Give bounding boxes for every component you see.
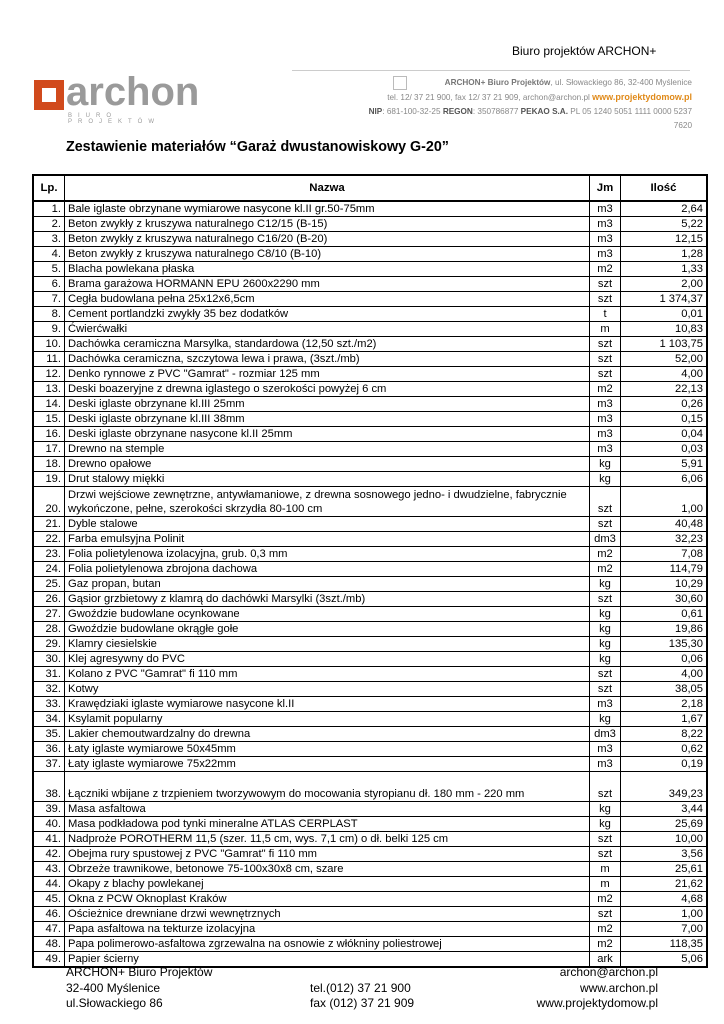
row-qty: 4,68 — [621, 892, 708, 907]
row-lp: 24. — [33, 562, 65, 577]
row-name: Deski iglaste obrzynane kl.III 25mm — [65, 397, 590, 412]
row-name: Klej agresywny do PVC — [65, 652, 590, 667]
row-name: Gwoździe budowlane ocynkowane — [65, 607, 590, 622]
table-row — [33, 592, 707, 607]
row-qty: 118,35 — [621, 937, 708, 952]
table-row — [33, 892, 707, 907]
row-name: Denko rynnowe z PVC "Gamrat" - rozmiar 125 mm — [65, 367, 590, 382]
row-unit: szt — [590, 847, 621, 862]
row-lp: 49. — [33, 952, 65, 968]
row-unit: m2 — [590, 922, 621, 937]
row-unit: kg — [590, 577, 621, 592]
row-unit: kg — [590, 457, 621, 472]
row-qty: 1,28 — [621, 247, 708, 262]
row-lp: 28. — [33, 622, 65, 637]
row-unit: szt — [590, 682, 621, 697]
bank-label: PEKAO S.A. — [520, 107, 568, 116]
table-row — [33, 532, 707, 547]
row-lp: 3. — [33, 232, 65, 247]
row-qty: 2,00 — [621, 277, 708, 292]
footer-web2-link[interactable]: www.projektydomow.pl — [536, 996, 658, 1010]
table-row — [33, 322, 707, 337]
row-unit: ark — [590, 952, 621, 968]
row-name: Deski boazeryjne z drewna iglastego o szerokości powyżej 6 cm — [65, 382, 590, 397]
row-unit: szt — [590, 517, 621, 532]
row-name: Dachówka ceramiczna Marsylka, standardowa (12,50 szt./m2) — [65, 337, 590, 352]
row-lp: 14. — [33, 397, 65, 412]
row-lp: 21. — [33, 517, 65, 532]
table-row — [33, 292, 707, 307]
table-row — [33, 682, 707, 697]
table-row — [33, 862, 707, 877]
table-row — [33, 232, 707, 247]
row-name: Deski iglaste obrzynane kl.III 38mm — [65, 412, 590, 427]
row-lp: 2. — [33, 217, 65, 232]
row-name: Dyble stalowe — [65, 517, 590, 532]
row-lp: 36. — [33, 742, 65, 757]
row-unit: kg — [590, 607, 621, 622]
row-qty: 0,19 — [621, 757, 708, 772]
row-unit: m3 — [590, 217, 621, 232]
row-unit: szt — [590, 277, 621, 292]
row-qty: 32,23 — [621, 532, 708, 547]
row-unit: szt — [590, 832, 621, 847]
table-row — [33, 937, 707, 952]
row-name: Deski iglaste obrzynane nasycone kl.II 25mm — [65, 427, 590, 442]
row-name: Drut stalowy miękki — [65, 472, 590, 487]
row-unit: t — [590, 307, 621, 322]
table-row — [33, 697, 707, 712]
row-lp: 40. — [33, 817, 65, 832]
footer-email-link[interactable]: archon@archon.pl — [559, 965, 658, 979]
table-row — [33, 547, 707, 562]
row-lp: 9. — [33, 322, 65, 337]
table-row — [33, 517, 707, 532]
row-unit: szt — [590, 367, 621, 382]
row-qty: 0,61 — [621, 607, 708, 622]
footer-tel: tel.(012) 37 21 900 — [310, 980, 411, 995]
row-unit: m3 — [590, 232, 621, 247]
table-row — [33, 622, 707, 637]
row-qty: 0,62 — [621, 742, 708, 757]
row-unit: m3 — [590, 397, 621, 412]
row-lp: 45. — [33, 892, 65, 907]
row-lp: 44. — [33, 877, 65, 892]
row-qty: 1 374,37 — [621, 292, 708, 307]
row-name: Farba emulsyjna Polinit — [65, 532, 590, 547]
row-lp: 30. — [33, 652, 65, 667]
row-name: Blacha powlekana płaska — [65, 262, 590, 277]
row-lp: 32. — [33, 682, 65, 697]
row-unit: m3 — [590, 442, 621, 457]
row-lp: 29. — [33, 637, 65, 652]
row-lp: 16. — [33, 427, 65, 442]
office-name-label: Biuro projektów ARCHON+ — [512, 44, 657, 58]
row-unit: szt — [590, 772, 621, 802]
table-row — [33, 397, 707, 412]
table-row — [33, 817, 707, 832]
row-name: Krawędziaki iglaste wymiarowe nasycone kl.II — [65, 697, 590, 712]
row-name: Folia polietylenowa zbrojona dachowa — [65, 562, 590, 577]
table-row — [33, 877, 707, 892]
row-qty: 7,00 — [621, 922, 708, 937]
footer-fax: fax (012) 37 21 909 — [310, 996, 415, 1010]
row-qty: 1,00 — [621, 487, 708, 517]
table-row — [33, 277, 707, 292]
row-qty: 5,91 — [621, 457, 708, 472]
row-unit: szt — [590, 352, 621, 367]
row-lp: 10. — [33, 337, 65, 352]
table-row — [33, 412, 707, 427]
table-row — [33, 457, 707, 472]
row-qty: 5,06 — [621, 952, 708, 968]
row-qty: 52,00 — [621, 352, 708, 367]
row-unit: dm3 — [590, 532, 621, 547]
row-unit: kg — [590, 637, 621, 652]
archon-logo — [34, 70, 214, 125]
table-row — [33, 772, 707, 802]
row-qty: 25,61 — [621, 862, 708, 877]
row-unit: m2 — [590, 562, 621, 577]
regon-value: 350786877 — [477, 107, 519, 116]
row-qty: 3,44 — [621, 802, 708, 817]
row-unit: m3 — [590, 427, 621, 442]
row-unit: kg — [590, 472, 621, 487]
row-unit: m3 — [590, 247, 621, 262]
row-qty: 5,22 — [621, 217, 708, 232]
row-lp: 15. — [33, 412, 65, 427]
row-qty: 4,00 — [621, 367, 708, 382]
row-name: Gaz propan, butan — [65, 577, 590, 592]
row-qty: 135,30 — [621, 637, 708, 652]
row-name: Folia polietylenowa izolacyjna, grub. 0,3 mm — [65, 547, 590, 562]
row-qty: 8,22 — [621, 727, 708, 742]
row-lp: 11. — [33, 352, 65, 367]
row-name: Beton zwykły z kruszywa naturalnego C16/20 (B-20) — [65, 232, 590, 247]
nip-label: NIP — [368, 107, 383, 116]
row-lp: 27. — [33, 607, 65, 622]
header-qty: Ilość — [621, 175, 708, 201]
row-unit: kg — [590, 802, 621, 817]
table-row — [33, 217, 707, 232]
row-unit: kg — [590, 817, 621, 832]
row-name: Ksylamit popularny — [65, 712, 590, 727]
table-row — [33, 757, 707, 772]
table-row — [33, 847, 707, 862]
row-name: Łaty iglaste wymiarowe 75x22mm — [65, 757, 590, 772]
row-qty: 0,04 — [621, 427, 708, 442]
header-name: Nazwa — [65, 175, 590, 201]
nip-value: 681-100-32-25 — [386, 107, 441, 116]
row-name: Beton zwykły z kruszywa naturalnego C12/15 (B-15) — [65, 217, 590, 232]
table-row — [33, 352, 707, 367]
row-qty: 30,60 — [621, 592, 708, 607]
row-name: Ościeżnice drewniane drzwi wewnętrznych — [65, 907, 590, 922]
table-row — [33, 637, 707, 652]
row-lp: 5. — [33, 262, 65, 277]
footer-company: ARCHON+ Biuro Projektów — [66, 965, 213, 979]
row-name: Lakier chemoutwardzalny do drewna — [65, 727, 590, 742]
row-name: Brama garażowa HORMANN EPU 2600x2290 mm — [65, 277, 590, 292]
row-qty: 21,62 — [621, 877, 708, 892]
logo-text: archon — [66, 70, 200, 114]
row-qty: 12,15 — [621, 232, 708, 247]
row-qty: 0,15 — [621, 412, 708, 427]
table-row — [33, 742, 707, 757]
table-row — [33, 427, 707, 442]
row-lp: 4. — [33, 247, 65, 262]
contact-website-link[interactable]: www.projektydomow.pl — [592, 92, 692, 102]
row-unit: dm3 — [590, 727, 621, 742]
bank-account: PL 05 1240 5051 1111 0000 5237 7620 — [570, 107, 692, 130]
row-unit: kg — [590, 622, 621, 637]
contact-phone: tel. 12/ 37 21 900, fax 12/ 37 21 909, archon@archon.pl — [387, 93, 590, 102]
row-name: Drewno opałowe — [65, 457, 590, 472]
row-name: Drewno na stemple — [65, 442, 590, 457]
row-lp: 48. — [33, 937, 65, 952]
row-lp: 35. — [33, 727, 65, 742]
table-row — [33, 607, 707, 622]
row-unit: szt — [590, 292, 621, 307]
row-unit: szt — [590, 907, 621, 922]
header-lp: Lp. — [33, 175, 65, 201]
row-qty: 1,00 — [621, 907, 708, 922]
row-qty: 10,83 — [621, 322, 708, 337]
header-divider — [292, 70, 690, 71]
row-lp: 7. — [33, 292, 65, 307]
row-lp: 17. — [33, 442, 65, 457]
table-row — [33, 262, 707, 277]
row-name: Papa polimerowo-asfaltowa zgrzewalna na osnowie z włókniny poliestrowej — [65, 937, 590, 952]
row-unit: kg — [590, 652, 621, 667]
table-row — [33, 337, 707, 352]
row-unit: kg — [590, 712, 621, 727]
row-qty: 0,03 — [621, 442, 708, 457]
materials-table — [32, 174, 708, 968]
logo-subtitle: BIURO PROJEKTÓW — [68, 113, 161, 125]
row-lp: 19. — [33, 472, 65, 487]
table-row — [33, 562, 707, 577]
table-row — [33, 577, 707, 592]
row-lp: 43. — [33, 862, 65, 877]
row-lp: 12. — [33, 367, 65, 382]
row-lp: 23. — [33, 547, 65, 562]
row-lp: 1. — [33, 201, 65, 217]
table-row — [33, 367, 707, 382]
row-unit: m3 — [590, 697, 621, 712]
row-qty: 6,06 — [621, 472, 708, 487]
row-qty: 25,69 — [621, 817, 708, 832]
row-name: Beton zwykły z kruszywa naturalnego C8/10 (B-10) — [65, 247, 590, 262]
table-row — [33, 922, 707, 937]
row-name: Papa asfaltowa na tekturze izolacyjna — [65, 922, 590, 937]
table-row — [33, 667, 707, 682]
footer-web-link[interactable]: www.archon.pl — [579, 980, 658, 995]
row-name: Łączniki wbijane z trzpieniem tworzywowym do mocowania styropianu dł. 180 mm - 220 mm — [65, 772, 590, 802]
logo-mark-icon — [34, 80, 64, 110]
row-name: Gwoździe budowlane okrągłe gołe — [65, 622, 590, 637]
row-unit: m2 — [590, 262, 621, 277]
page-title: Zestawienie materiałów “Garaż dwustanowiskowy G-20” — [66, 139, 449, 155]
row-unit: szt — [590, 667, 621, 682]
table-row — [33, 652, 707, 667]
row-name: Nadproże POROTHERM 11,5 (szer. 11,5 cm, wys. 7,1 cm) o dł. belki 125 cm — [65, 832, 590, 847]
row-unit: m2 — [590, 547, 621, 562]
table-row — [33, 907, 707, 922]
row-qty: 1,33 — [621, 262, 708, 277]
row-unit: m — [590, 862, 621, 877]
row-unit: m3 — [590, 201, 621, 217]
row-qty: 0,06 — [621, 652, 708, 667]
row-lp: 31. — [33, 667, 65, 682]
row-qty: 114,79 — [621, 562, 708, 577]
row-name: Drzwi wejściowe zewnętrzne, antywłamaniowe, z drewna sosnowego jedno- i dwudzielne, fabrycznie wykończone, pełne, szerokości skrzydła 80-100 cm — [65, 487, 590, 517]
row-lp: 22. — [33, 532, 65, 547]
row-unit: m2 — [590, 937, 621, 952]
row-name: Kotwy — [65, 682, 590, 697]
row-qty: 1 103,75 — [621, 337, 708, 352]
row-qty: 0,01 — [621, 307, 708, 322]
contact-block: ARCHON+ Biuro Projektów, ul. Słowackiego 86, 32-400 Myślenice tel. 12/ 37 21 900, fax 12/ 37 21 909, archon@archon.pl www.projektydomow.pl NIP: 681-100-32-25 REGON: 350786877 PEKAO S.A. PL 05 1240 5051 1111 0000 5237 7620 — [368, 78, 692, 130]
table-header-row — [33, 175, 707, 201]
table-row — [33, 727, 707, 742]
row-lp: 25. — [33, 577, 65, 592]
row-name: Masa podkładowa pod tynki mineralne ATLAS CERPLAST — [65, 817, 590, 832]
footer-city: 32-400 Myślenice — [66, 980, 161, 995]
row-name: Cegła budowlana pełna 25x12x6,5cm — [65, 292, 590, 307]
row-lp: 42. — [33, 847, 65, 862]
row-qty: 40,48 — [621, 517, 708, 532]
contact-brand: ARCHON+ Biuro Projektów — [444, 78, 551, 87]
row-lp: 8. — [33, 307, 65, 322]
row-lp: 37. — [33, 757, 65, 772]
table-row — [33, 712, 707, 727]
row-lp: 39. — [33, 802, 65, 817]
row-lp: 13. — [33, 382, 65, 397]
table-row — [33, 201, 707, 217]
row-unit: szt — [590, 337, 621, 352]
footer-street: ul.Słowackiego 86 — [66, 996, 163, 1010]
row-qty: 38,05 — [621, 682, 708, 697]
row-name: Okna z PCW Oknoplast Kraków — [65, 892, 590, 907]
row-lp: 6. — [33, 277, 65, 292]
row-name: Papier ścierny — [65, 952, 590, 968]
row-lp: 47. — [33, 922, 65, 937]
row-lp: 18. — [33, 457, 65, 472]
row-lp: 20. — [33, 487, 65, 517]
table-row — [33, 832, 707, 847]
row-lp: 41. — [33, 832, 65, 847]
table-row — [33, 382, 707, 397]
row-qty: 19,86 — [621, 622, 708, 637]
row-lp: 34. — [33, 712, 65, 727]
row-qty: 349,23 — [621, 772, 708, 802]
table-row — [33, 247, 707, 262]
row-unit: m — [590, 322, 621, 337]
row-name: Obejma rury spustowej z PVC "Gamrat" fi 110 mm — [65, 847, 590, 862]
regon-label: REGON — [442, 107, 473, 116]
row-name: Masa asfaltowa — [65, 802, 590, 817]
row-unit: m3 — [590, 742, 621, 757]
row-name: Łaty iglaste wymiarowe 50x45mm — [65, 742, 590, 757]
row-lp: 38. — [33, 772, 65, 802]
row-name: Gąsior grzbietowy z klamrą do dachówki Marsylki (3szt./mb) — [65, 592, 590, 607]
row-qty: 7,08 — [621, 547, 708, 562]
row-qty: 3,56 — [621, 847, 708, 862]
row-qty: 4,00 — [621, 667, 708, 682]
row-qty: 22,13 — [621, 382, 708, 397]
table-row — [33, 442, 707, 457]
row-qty: 0,26 — [621, 397, 708, 412]
row-unit: m3 — [590, 412, 621, 427]
table-row — [33, 307, 707, 322]
row-unit: m2 — [590, 892, 621, 907]
row-unit: m3 — [590, 757, 621, 772]
row-unit: m2 — [590, 382, 621, 397]
table-row — [33, 802, 707, 817]
row-qty: 1,67 — [621, 712, 708, 727]
row-qty: 10,29 — [621, 577, 708, 592]
contact-address: ul. Słowackiego 86, 32-400 Myślenice — [555, 78, 692, 87]
row-lp: 46. — [33, 907, 65, 922]
row-qty: 10,00 — [621, 832, 708, 847]
row-unit: szt — [590, 487, 621, 517]
row-lp: 26. — [33, 592, 65, 607]
header-unit: Jm — [590, 175, 621, 201]
row-name: Cement portlandzki zwykły 35 bez dodatków — [65, 307, 590, 322]
row-qty: 2,18 — [621, 697, 708, 712]
row-name: Bale iglaste obrzynane wymiarowe nasycone kl.II gr.50-75mm — [65, 201, 590, 217]
row-name: Dachówka ceramiczna, szczytowa lewa i prawa, (3szt./mb) — [65, 352, 590, 367]
table-row — [33, 487, 707, 517]
row-unit: m — [590, 877, 621, 892]
row-name: Kolano z PVC "Gamrat" fi 110 mm — [65, 667, 590, 682]
row-name: Okapy z blachy powlekanej — [65, 877, 590, 892]
row-lp: 33. — [33, 697, 65, 712]
row-name: Ćwierćwałki — [65, 322, 590, 337]
row-name: Klamry ciesielskie — [65, 637, 590, 652]
row-unit: szt — [590, 592, 621, 607]
table-row — [33, 472, 707, 487]
row-name: Obrzeże trawnikowe, betonowe 75-100x30x8 cm, szare — [65, 862, 590, 877]
row-qty: 2,64 — [621, 201, 708, 217]
